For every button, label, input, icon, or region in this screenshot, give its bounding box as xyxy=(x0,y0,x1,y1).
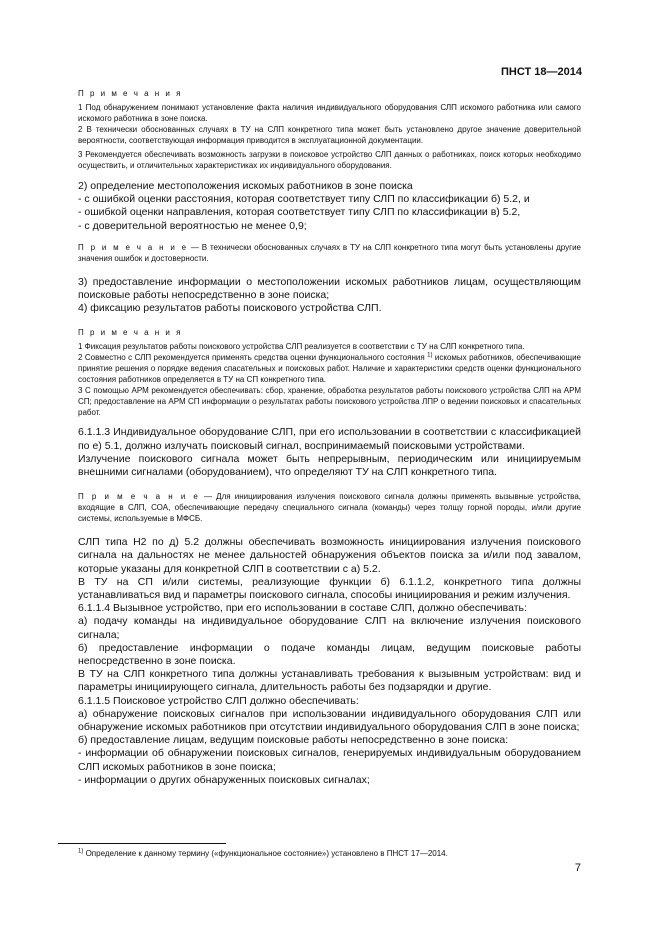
notes-heading: П р и м е ч а н и я xyxy=(78,89,183,98)
item-2-title: 2) определение местоположения искомых работников в зоне поиска xyxy=(78,180,413,192)
footnote-mark: 1) xyxy=(78,848,84,855)
footnote-text: Определение к данному термину («функциональное состояние») установлено в ПНСТ 17—2014. xyxy=(83,849,448,858)
document-header: ПНСТ 18—2014 xyxy=(500,66,582,78)
note-item: 1 Фиксация результатов работы поискового устройства СЛП реализуется в соответствии с ТУ на СЛП конкретного типа. xyxy=(78,342,525,352)
list-item: - информации об обнаружении поисковых сигналов, генерируемых индивидуальным оборудованием СЛП искомых работников в зоне поиска; xyxy=(78,747,581,773)
note-4 xyxy=(78,491,581,524)
page-content xyxy=(78,88,581,787)
paragraph: Излучение поискового сигнала может быть непрерывным, периодическим или инициируемым внешними сигналами (оборудованием), что определяют ТУ на СЛП конкретного типа. xyxy=(78,452,581,479)
clause-6-1-1-5: 6.1.1.5 Поисковое устройство СЛП должно обеспечивать: xyxy=(78,694,359,707)
clause-6-1-1-4: 6.1.1.4 Вызывное устройство, при его использовании в составе СЛП, должно обеспечивать: xyxy=(78,602,527,615)
list-item: б) предоставление информации о подаче команды лицам, ведущим поисковые работы непосредственно в зоне поиска. xyxy=(78,641,581,668)
item-3: 3) предоставление информации о местоположении искомых работников лицам, осуществляющим поисковые работы непосредственно в зоне поиска; xyxy=(78,275,581,302)
note-text: — Для инициирования излучения поискового сигнала должны применять вызывные устройства, входящие в СЛП, СОА, обеспечивающие передачу специального сигнала (команды) через толщу горной породы, и/или другие системы, используемые в МФСБ. xyxy=(78,492,582,524)
note-item: 3 С помощью АРМ рекомендуется обеспечивать: сбор, хранение, обработка результатов работы поискового устройства СЛП на АРМ СП; предоставление на АРМ СП информации о результатах работы поискового устройства ЛПР о ведении поисковых и спасательных работ. xyxy=(78,386,581,418)
list-item: а) подачу команды на индивидуальное оборудование СЛП на включение излучения поискового сигнала; xyxy=(78,615,581,641)
footnote-ref: 1) xyxy=(427,352,433,359)
note-item: 3 Рекомендуется обеспечивать возможность загрузки в поисковое устройство СЛП данных о работниках, поиск которых необходимо осуществить, и отличительных характеристиках их индивидуального оборудования. xyxy=(78,150,581,170)
note-item: 2 В технически обоснованных случаях в ТУ на СЛП конкретного типа может быть установлено другое значение доверительной вероятности, соответствующая информация приводится в эксплуатационной документации. xyxy=(78,125,581,145)
note-item: 1 Под обнаружением понимают установление факта наличия индивидуального оборудования СЛП искомого работника или самого искомого работника в зоне поиска. xyxy=(78,103,581,123)
item-2-line: - с ошибкой оценки расстояния, которая соответствует типу СЛП по классификации б) 5.2, и xyxy=(78,193,530,206)
note-item xyxy=(78,352,581,385)
item-2-line: - с доверительной вероятностью не менее 0,9; xyxy=(78,219,307,232)
list-item: - информации о других обнаруженных поисковых сигналах; xyxy=(78,773,370,786)
note-label: П р и м е ч а н и е xyxy=(78,492,200,502)
list-item: а) обнаружение поисковых сигналов при использовании индивидуального оборудования СЛП или обнаружение искомых работников при отсутствии индивидуального оборудования СЛП в зоне поиска; xyxy=(78,707,581,734)
note-text: — В технически обоснованных случаях в ТУ на СЛП конкретного типа могут быть установлены другие значения ошибок и достоверности. xyxy=(78,242,581,263)
footnote xyxy=(78,849,448,859)
notes-heading: П р и м е ч а н и я xyxy=(78,328,183,338)
note-text: искомых работников, обеспечивающие принятие решения о порядке ведения спасательных и поисковых работ. Наличие и характеристики средств оценки функционального состояния работников определяется в ТУ на СП конкретного типа. xyxy=(78,353,581,385)
note-text: 2 Совместно с СЛП рекомендуется применять средства оценки функционального состояния xyxy=(78,353,428,363)
note-2 xyxy=(78,242,581,264)
clause-6-1-1-3: 6.1.1.3 Индивидуальное оборудование СЛП, при его использовании в соответствии с классификацией по е) 5.1, должно излучать поисковый сигнал, воспринимаемый поисковыми устройствами. xyxy=(78,426,581,452)
paragraph: СЛП типа Н2 по д) 5.2 должны обеспечивать возможность инициирования излучения поискового сигнала на дальностях не менее дальностей обнаружения объектов поиска за и/или под завалом, которые указаны для конкретной СЛП в соответствии с а) 5.2. xyxy=(78,536,581,575)
footnote-divider xyxy=(58,843,226,844)
item-2-line: - ошибкой оценки направления, которая соответствует типу СЛП по классификации в) 5.2, xyxy=(78,206,521,219)
item-4: 4) фиксацию результатов работы поискового устройства СЛП. xyxy=(78,302,382,315)
list-item: б) предоставление лицам, ведущим поисковые работы непосредственно в зоне поиска: xyxy=(78,734,509,747)
paragraph: В ТУ на СП и/или системы, реализующие функции б) 6.1.1.2, конкретного типа должны устанавливаться вид и параметры поискового сигнала, способы инициирования и режим излучения. xyxy=(78,575,581,602)
note-label: П р и м е ч а н и е xyxy=(78,242,189,252)
paragraph: В ТУ на СЛП конкретного типа должны устанавливать требования к вызывным устройствам: вид и параметры инициирующего сигнала, длительность работы без подзарядки и другие. xyxy=(78,668,581,694)
page-number: 7 xyxy=(574,862,581,874)
